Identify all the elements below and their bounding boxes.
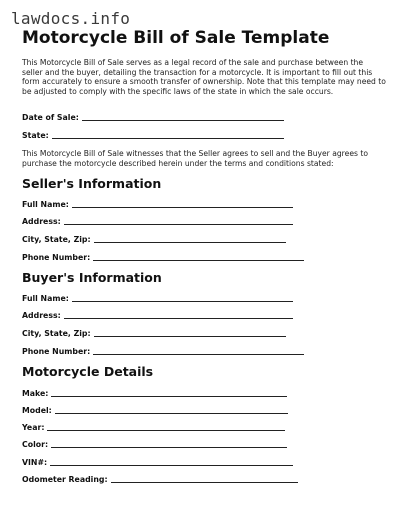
seller-full-name-field[interactable] bbox=[22, 197, 293, 209]
year-label: Year: bbox=[22, 423, 45, 432]
seller-phone-field[interactable] bbox=[22, 250, 304, 262]
buyer-city-state-zip-label: City, State, Zip: bbox=[22, 329, 91, 338]
seller-address-label: Address: bbox=[22, 217, 61, 226]
state-label: State: bbox=[22, 131, 49, 140]
vin-field[interactable] bbox=[22, 455, 293, 467]
seller-full-name-line[interactable] bbox=[72, 207, 293, 208]
year-line[interactable] bbox=[47, 430, 285, 431]
watermark: lawdocs.info bbox=[11, 9, 131, 28]
model-label: Model: bbox=[22, 406, 52, 415]
buyer-section-heading: Buyer's Information bbox=[22, 270, 162, 285]
state-field[interactable] bbox=[22, 128, 284, 140]
buyer-phone-label: Phone Number: bbox=[22, 347, 91, 356]
buyer-phone-field[interactable] bbox=[22, 344, 304, 356]
buyer-address-field[interactable] bbox=[22, 308, 293, 320]
seller-section-heading: Seller's Information bbox=[22, 176, 162, 191]
state-line[interactable] bbox=[52, 138, 284, 139]
buyer-address-line[interactable] bbox=[64, 318, 293, 319]
seller-address-line[interactable] bbox=[64, 224, 293, 225]
buyer-address-label: Address: bbox=[22, 311, 61, 320]
seller-city-state-zip-field[interactable] bbox=[22, 232, 286, 244]
buyer-full-name-label: Full Name: bbox=[22, 294, 69, 303]
vin-line[interactable] bbox=[50, 465, 293, 466]
model-line[interactable] bbox=[55, 413, 288, 414]
date-of-sale-line[interactable] bbox=[82, 120, 284, 121]
seller-phone-line[interactable] bbox=[93, 260, 304, 261]
agreement-statement: This Motorcycle Bill of Sale witnesses that the Seller agrees to sell and the Buyer agrees to purchase the motorcycle described herein under the terms and conditions stated: bbox=[22, 149, 368, 168]
seller-phone-label: Phone Number: bbox=[22, 253, 91, 262]
seller-city-state-zip-label: City, State, Zip: bbox=[22, 235, 91, 244]
color-line[interactable] bbox=[51, 447, 287, 448]
intro-paragraph: This Motorcycle Bill of Sale serves as a legal record of the sale and purchase between the seller and the buyer, detailing the transaction for a motorcycle. It is important to fill out this form accurately to ensure a smooth transfer of ownership. Note that this template may need to be adjusted to comply with the specific laws of the state in which the sale occurs. bbox=[22, 58, 386, 96]
color-label: Color: bbox=[22, 440, 49, 449]
vin-label: VIN#: bbox=[22, 458, 48, 467]
make-field[interactable] bbox=[22, 386, 287, 398]
page-title: Motorcycle Bill of Sale Template bbox=[22, 28, 330, 48]
buyer-phone-line[interactable] bbox=[93, 354, 304, 355]
odometer-line[interactable] bbox=[111, 482, 298, 483]
date-of-sale-field[interactable] bbox=[22, 110, 284, 122]
seller-address-field[interactable] bbox=[22, 214, 293, 226]
buyer-full-name-line[interactable] bbox=[72, 301, 293, 302]
make-line[interactable] bbox=[51, 396, 287, 397]
model-field[interactable] bbox=[22, 403, 288, 415]
odometer-field[interactable] bbox=[22, 472, 298, 484]
year-field[interactable] bbox=[22, 420, 285, 432]
make-label: Make: bbox=[22, 389, 49, 398]
buyer-full-name-field[interactable] bbox=[22, 291, 293, 303]
seller-city-state-zip-line[interactable] bbox=[94, 242, 286, 243]
buyer-city-state-zip-line[interactable] bbox=[94, 336, 286, 337]
color-field[interactable] bbox=[22, 437, 287, 449]
buyer-city-state-zip-field[interactable] bbox=[22, 326, 286, 338]
seller-full-name-label: Full Name: bbox=[22, 200, 69, 209]
date-of-sale-label: Date of Sale: bbox=[22, 113, 79, 122]
motorcycle-section-heading: Motorcycle Details bbox=[22, 364, 154, 379]
odometer-label: Odometer Reading: bbox=[22, 475, 108, 484]
